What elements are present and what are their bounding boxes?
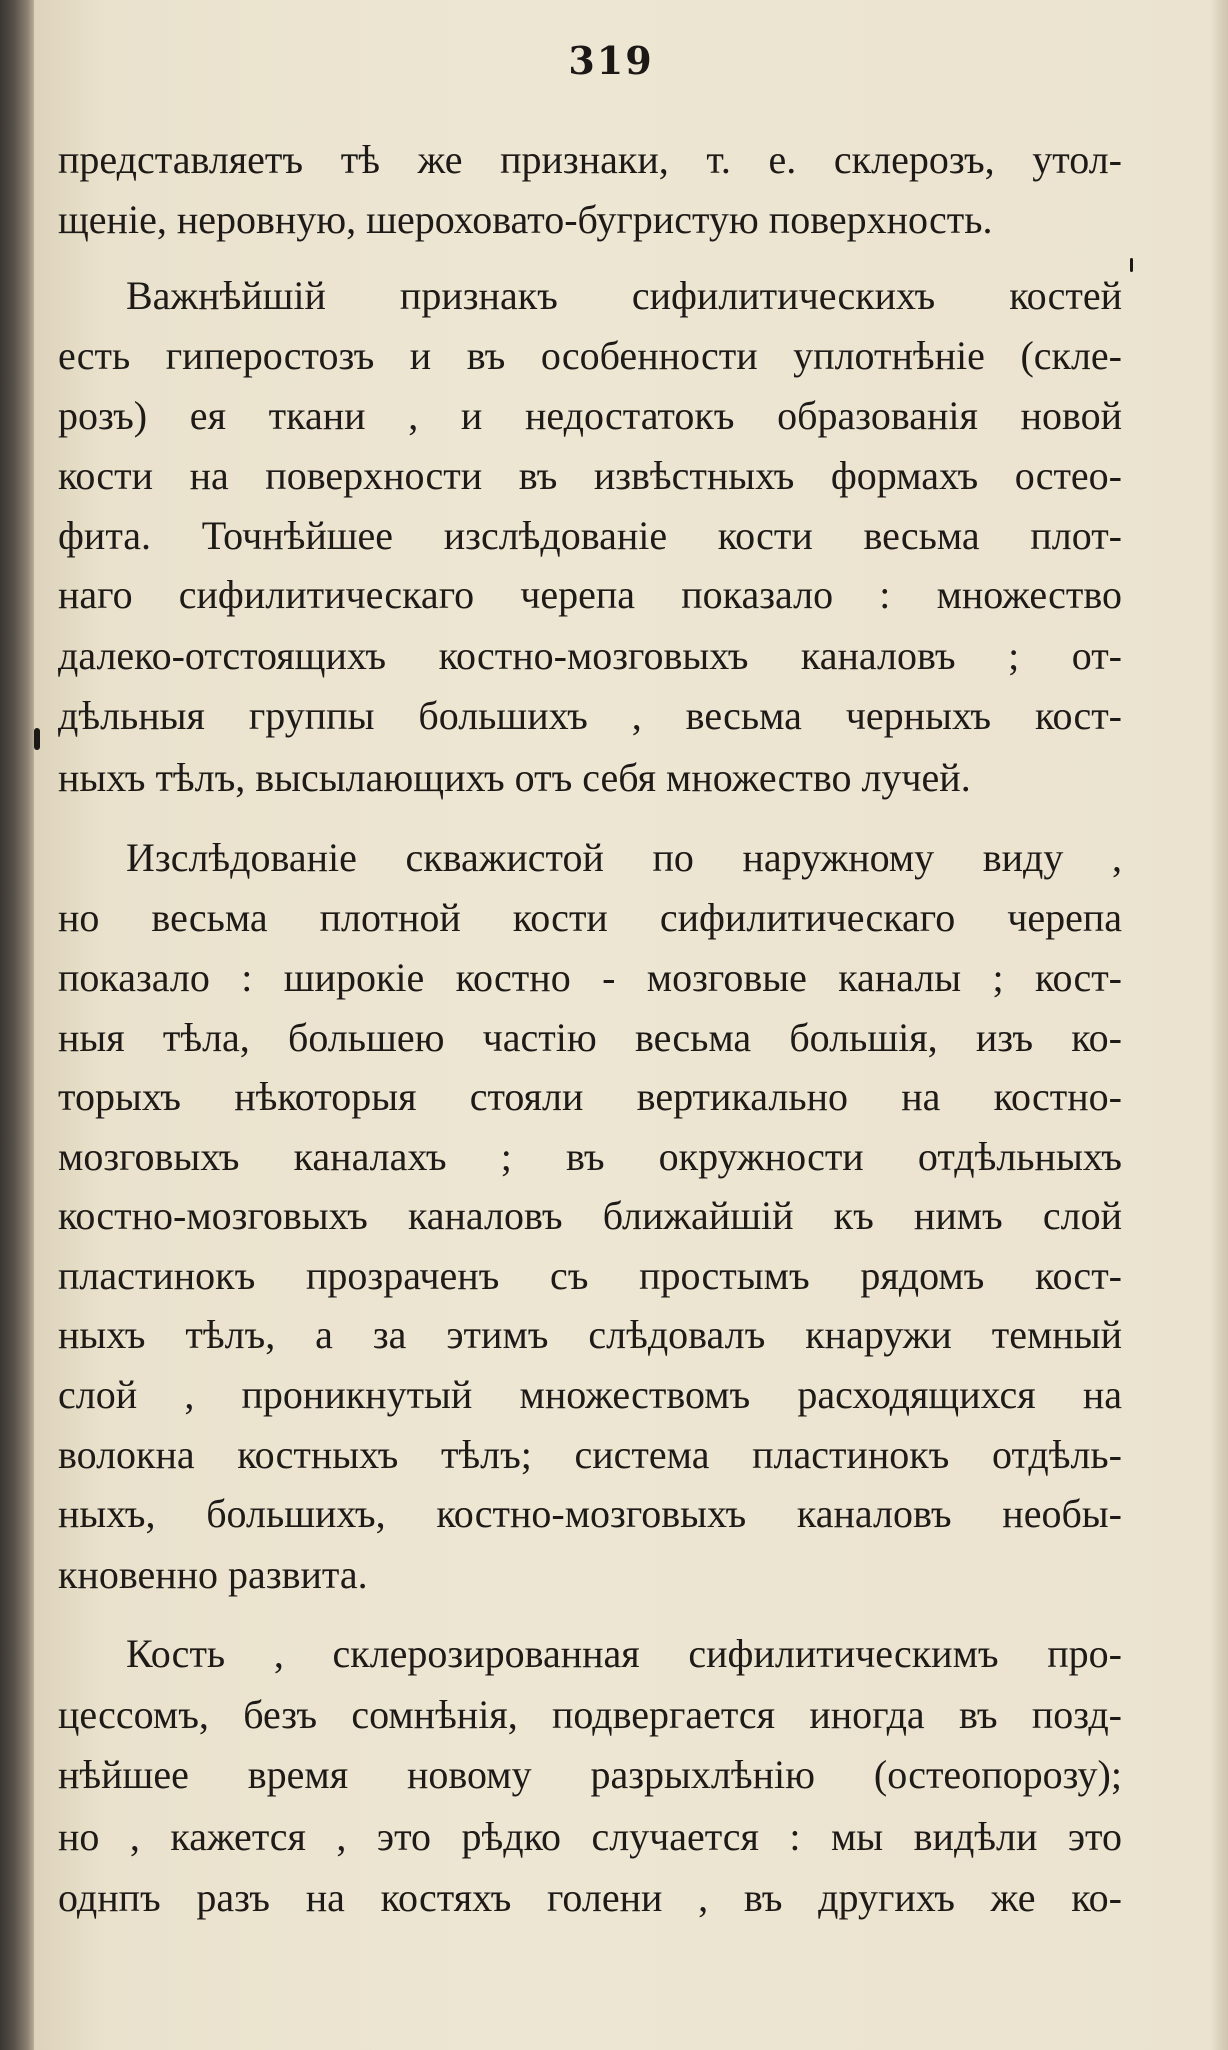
text-line: костно-мозговыхъ каналовъ ближайшій къ нимъ слой <box>58 1193 1122 1238</box>
text-line: щеніе, неровную, шероховато-бугристую поверхность. <box>58 197 993 242</box>
paragraph-first-line: Кость , склерозированная сифилитическимъ про- <box>126 1631 1122 1676</box>
page-edge-shadow <box>1210 0 1228 2050</box>
text-line: ныя тѣла, большею частію весьма большія, изъ ко- <box>58 1015 1122 1060</box>
text-line: ныхъ, большихъ, костно-мозговыхъ каналовъ необы- <box>58 1491 1122 1536</box>
book-spine-shadow <box>0 0 34 2050</box>
text-line: но весьма плотной кости сифилитическаго черепа <box>58 895 1122 940</box>
text-line: кости на поверхности въ извѣстныхъ формахъ остео- <box>58 453 1122 498</box>
text-line: волокна костныхъ тѣлъ; система пластинокъ отдѣль- <box>58 1432 1122 1477</box>
text-line: далеко-отстоящихъ костно-мозговыхъ каналовъ ; от- <box>58 633 1122 678</box>
text-line: ныхъ тѣлъ, а за этимъ слѣдовалъ кнаружи темный <box>58 1312 1122 1357</box>
text-line: есть гиперостозъ и въ особенности уплотнѣніе (скле- <box>58 333 1122 378</box>
text-line: представляетъ тѣ же признаки, т. е. склерозъ, утол- <box>58 137 1122 182</box>
book-page <box>34 0 1228 2050</box>
text-line: слой , проникнутый множествомъ расходящихся на <box>58 1372 1122 1417</box>
text-line: пластинокъ прозраченъ съ простымъ рядомъ кост- <box>58 1253 1122 1298</box>
ink-mark <box>1130 258 1133 272</box>
text-line: кновенно развита. <box>58 1552 368 1597</box>
paragraph-first-line: Изслѣдованіе скважистой по наружному виду , <box>126 835 1122 880</box>
text-line: фита. Точнѣйшее изслѣдованіе кости весьма плот- <box>58 513 1122 558</box>
text-line: но , кажется , это рѣдко случается : мы видѣли это <box>58 1814 1122 1859</box>
text-line: торыхъ нѣкоторыя стояли вертикально на костно- <box>58 1074 1122 1119</box>
text-line: ныхъ тѣлъ, высылающихъ отъ себя множество лучей. <box>58 755 971 800</box>
text-line: наго сифилитическаго черепа показало : множество <box>58 572 1122 617</box>
page-number: 319 <box>568 38 654 83</box>
text-line: показало : широкіе костно - мозговые каналы ; кост- <box>58 955 1122 1000</box>
text-line: цессомъ, безъ сомнѣнія, подвергается иногда въ позд- <box>58 1692 1122 1737</box>
paragraph-first-line: Важнѣйшій признакъ сифилитическихъ костей <box>126 273 1122 318</box>
text-line: розъ) ея ткани , и недостатокъ образованія новой <box>58 393 1122 438</box>
text-line: нѣйшее время новому разрыхлѣнію (остеопорозу); <box>58 1752 1122 1797</box>
text-line: дѣльныя группы большихъ , весьма черныхъ кост- <box>58 693 1122 738</box>
text-line: мозговыхъ каналахъ ; въ окружности отдѣльныхъ <box>58 1134 1122 1179</box>
ink-mark <box>34 728 40 750</box>
text-line: однпъ разъ на костяхъ голени , въ другихъ же ко- <box>58 1875 1122 1920</box>
